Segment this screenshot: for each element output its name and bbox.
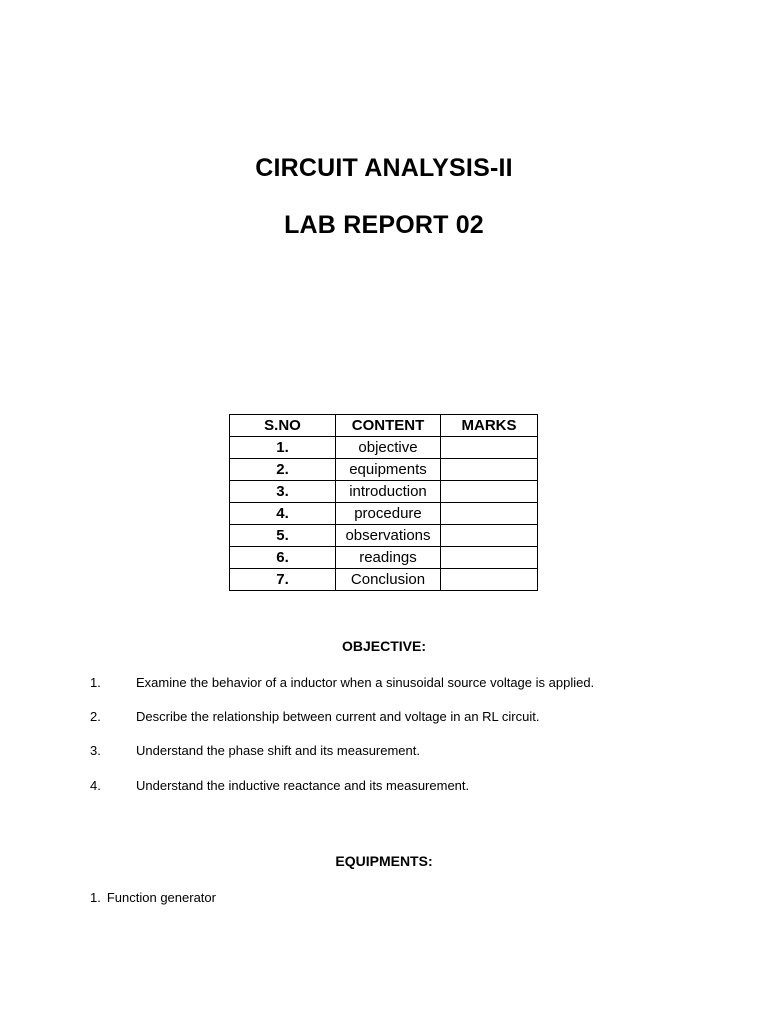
objective-item [90,742,730,760]
row-marks [441,459,538,481]
row-sno: 4. [230,503,336,525]
row-sno: 7. [230,569,336,591]
row-sno: 1. [230,437,336,459]
row-sno: 2. [230,459,336,481]
objective-item-number: 1. [90,675,101,690]
equipments-heading: EQUIPMENTS: [335,853,433,869]
objective-item-number: 3. [90,743,101,758]
row-sno: 3. [230,481,336,503]
objective-item-text: Understand the phase shift and its measurement. [136,743,420,758]
row-marks [441,481,538,503]
marks-table [229,414,538,591]
row-marks [441,525,538,547]
objective-item [90,708,730,726]
table-row [230,437,538,459]
objective-item-text: Examine the behavior of a inductor when a sinusoidal source voltage is applied. [136,675,595,690]
objective-item-number: 2. [90,709,101,724]
objective-item [90,674,730,692]
row-marks [441,547,538,569]
equipment-item [90,889,216,907]
row-content: introduction [336,481,441,503]
row-content: observations [336,525,441,547]
report-subtitle: LAB REPORT 02 [284,211,484,239]
row-marks [441,437,538,459]
equipment-item-number: 1. [90,890,101,905]
row-content: equipments [336,459,441,481]
objective-item-text: Understand the inductive reactance and its measurement. [136,778,470,793]
table-row [230,525,538,547]
table-row [230,503,538,525]
header-sno: S.NO [230,415,336,437]
table-row [230,569,538,591]
report-title: CIRCUIT ANALYSIS-II [255,154,513,182]
table-row [230,481,538,503]
equipment-item-text: Function generator [106,890,216,905]
header-marks: MARKS [441,415,538,437]
row-content: objective [336,437,441,459]
header-content: CONTENT [336,415,441,437]
row-marks [441,503,538,525]
table-row [230,547,538,569]
table-header-row [230,415,538,437]
table-row [230,459,538,481]
objective-item-text: Describe the relationship between current and voltage in an RL circuit. [136,709,540,724]
row-sno: 5. [230,525,336,547]
row-content: readings [336,547,441,569]
row-sno: 6. [230,547,336,569]
row-marks [441,569,538,591]
row-content: Conclusion [336,569,441,591]
row-content: procedure [336,503,441,525]
objective-item-number: 4. [90,778,101,793]
objective-heading: OBJECTIVE: [341,638,426,654]
objective-item [90,777,730,795]
